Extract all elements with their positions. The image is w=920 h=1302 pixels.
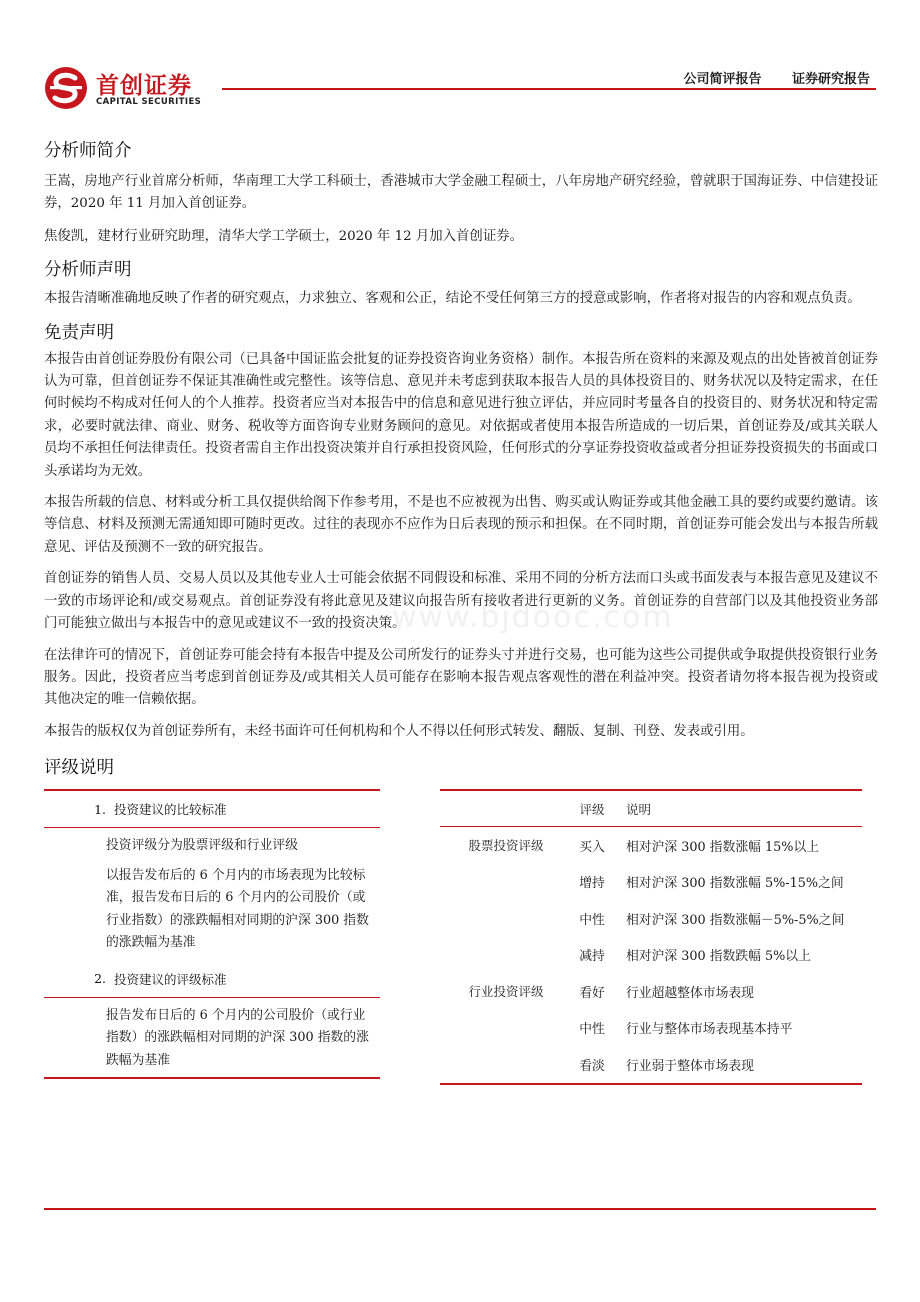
rating-scale-table xyxy=(440,789,862,1085)
table-row xyxy=(440,973,862,1010)
column-header-desc: 说明 xyxy=(626,801,652,817)
criteria-title: 投资建议的比较标准 xyxy=(114,802,227,818)
section-title: 评级说明 xyxy=(44,758,114,779)
table-row xyxy=(440,1046,862,1083)
analyst-bio: 焦俊凯，建材行业研究助理，清华大学工学硕士，2020 年 12 月加入首创证券。 xyxy=(44,228,523,244)
rating-section xyxy=(44,755,878,1095)
rating-desc: 相对沪深 300 指数涨幅 5%-15%之间 xyxy=(626,876,844,892)
criteria-heading xyxy=(44,961,380,997)
rating-criteria-table xyxy=(44,789,380,1079)
criteria-number: 2. xyxy=(94,971,106,987)
table-row xyxy=(440,937,862,974)
criteria-number: 1. xyxy=(94,801,106,817)
rating-category: 行业投资评级 xyxy=(468,984,544,1000)
criteria-heading xyxy=(44,791,380,827)
table-row xyxy=(440,1010,862,1047)
header-divider xyxy=(222,88,876,90)
logo-chinese-name: 首创证券 xyxy=(96,73,192,99)
table-row xyxy=(440,864,862,901)
rating-grade: 增持 xyxy=(579,876,605,892)
rating-category: 股票投资评级 xyxy=(468,838,544,854)
analyst-statement-section xyxy=(44,257,878,310)
criteria-title: 投资建议的评级标准 xyxy=(114,971,227,987)
rating-grade: 中性 xyxy=(579,1022,605,1038)
section-title: 免责声明 xyxy=(44,322,114,343)
rating-desc: 行业弱于整体市场表现 xyxy=(626,1058,754,1074)
rating-desc: 相对沪深 300 指数涨幅 15%以上 xyxy=(626,839,820,855)
criteria-text: 以报告发布后的 6 个月内的市场表现为比较标准，报告发布日后的 6 个月内的公司股价（或行业指数）的涨跌幅相对同期的沪深 300 指数的涨跌幅为基准 xyxy=(106,867,369,951)
footer-divider xyxy=(44,1208,876,1210)
rating-grade: 看好 xyxy=(579,985,605,1001)
rating-desc: 行业超越整体市场表现 xyxy=(626,985,754,1001)
report-type-tag: 公司简评报告 xyxy=(683,72,762,87)
logo-english-name: CAPITAL SECURITIES xyxy=(96,97,202,107)
report-body xyxy=(44,138,878,1095)
disclaimer-paragraph: 本报告所载的信息、材料或分析工具仅提供给阁下作参考用，不是也不应被视为出售、购买或认购证券或其他金融工具的要约或要约邀请。该等信息、材料及预测无需通知即可随时更改。过往的表现亦不应作为日后表现的预示和担保。在不同时期，首创证券可能会发出与本报告所载意见、评估及预测不一致的研究报告。 xyxy=(44,495,878,555)
rating-desc: 相对沪深 300 指数跌幅 5%以上 xyxy=(626,949,811,965)
column-header-grade: 评级 xyxy=(579,801,605,817)
rating-grade: 看淡 xyxy=(579,1058,605,1074)
criteria-text: 报告发布日后的 6 个月内的公司股价（或行业指数）的涨跌幅相对同期的沪深 300 指数的涨跌幅为基准 xyxy=(106,1007,369,1068)
disclaimer-paragraph: 在法律许可的情况下，首创证券可能会持有本报告中提及公司所发行的证券头寸并进行交易，也可能为这些公司提供或争取提供投资银行业务服务。因此，投资者应当考虑到首创证券及/或其相关人员可能存在影响本报告观点客观性的潜在利益冲突。投资者请勿将本报告视为投资或其他决定的唯一信赖依据。 xyxy=(44,647,878,708)
header-tags xyxy=(683,68,870,87)
analyst-intro-section xyxy=(44,138,878,248)
disclaimer-section xyxy=(44,320,878,744)
table-row xyxy=(440,827,862,864)
report-category-tag: 证券研究报告 xyxy=(791,72,870,87)
section-title: 分析师简介 xyxy=(44,141,132,161)
statement-text: 本报告清晰准确地反映了作者的研究观点，力求独立、客观和公正，结论不受任何第三方的授意或影响，作者将对报告的内容和观点负责。 xyxy=(44,291,861,307)
capital-securities-logo-icon xyxy=(44,66,88,110)
rating-desc: 行业与整体市场表现基本持平 xyxy=(626,1022,793,1038)
rating-grade: 买入 xyxy=(579,839,605,855)
disclaimer-paragraph: 本报告的版权仅为首创证券所有，未经书面许可任何机构和个人不得以任何形式转发、翻版、复制、刊登、发表或引用。 xyxy=(44,723,754,739)
rating-grade: 减持 xyxy=(579,949,605,965)
criteria-text: 投资评级分为股票评级和行业评级 xyxy=(106,838,298,854)
analyst-bio: 王嵩，房地产行业首席分析师，华南理工大学工科硕士，香港城市大学金融工程硕士，八年房地产研究经验，曾就职于国海证券、中信建投证券，2020 年 11 月加入首创证券。 xyxy=(44,174,878,212)
rating-grade: 中性 xyxy=(579,912,605,928)
company-logo xyxy=(44,64,224,112)
table-row xyxy=(440,900,862,937)
disclaimer-paragraph: 本报告由首创证券股份有限公司（已具备中国证监会批复的证券投资咨询业务资格）制作。本报告所在资料的来源及观点的出处皆被首创证券认为可靠，但首创证券不保证其准确性或完整性。该等信息、意见并未考虑到获取本报告人员的具体投资目的、财务状况以及特定需求，在任何时候均不构成对任何人的个人推荐。投资者应当对本报告中的信息和意见进行独立评估，并应同时考量各自的投资目的、财务状况和特定需求，必要时就法律、商业、财务、税收等方面咨询专业财务顾问的意见。对依据或者使用本报告所造成的一切后果，首创证券及/或其关联人员均不承担任何法律责任。投资者需自主作出投资决策并自行承担投资风险，任何形式的分享证券投资收益或者分担证券投资损失的书面或口头承诺均为无效。 xyxy=(44,351,878,479)
rating-desc: 相对沪深 300 指数涨幅－5%-5%之间 xyxy=(626,912,845,928)
table-header-row xyxy=(440,791,862,826)
section-title: 分析师声明 xyxy=(44,260,132,281)
watermark: www.bjdooc.com xyxy=(392,600,674,635)
disclaimer-paragraph: 首创证券的销售人员、交易人员以及其他专业人士可能会依据不同假设和标准、采用不同的分析方法而口头或书面发表与本报告意见及建议不一致的市场评论和/或交易观点。首创证券没有将此意见及建议向报告所有接收者进行更新的义务。首创证券的自营部门以及其他投资业务部门可能独立做出与本报告中的意见或建议不一致的投资决策。 xyxy=(44,571,878,632)
